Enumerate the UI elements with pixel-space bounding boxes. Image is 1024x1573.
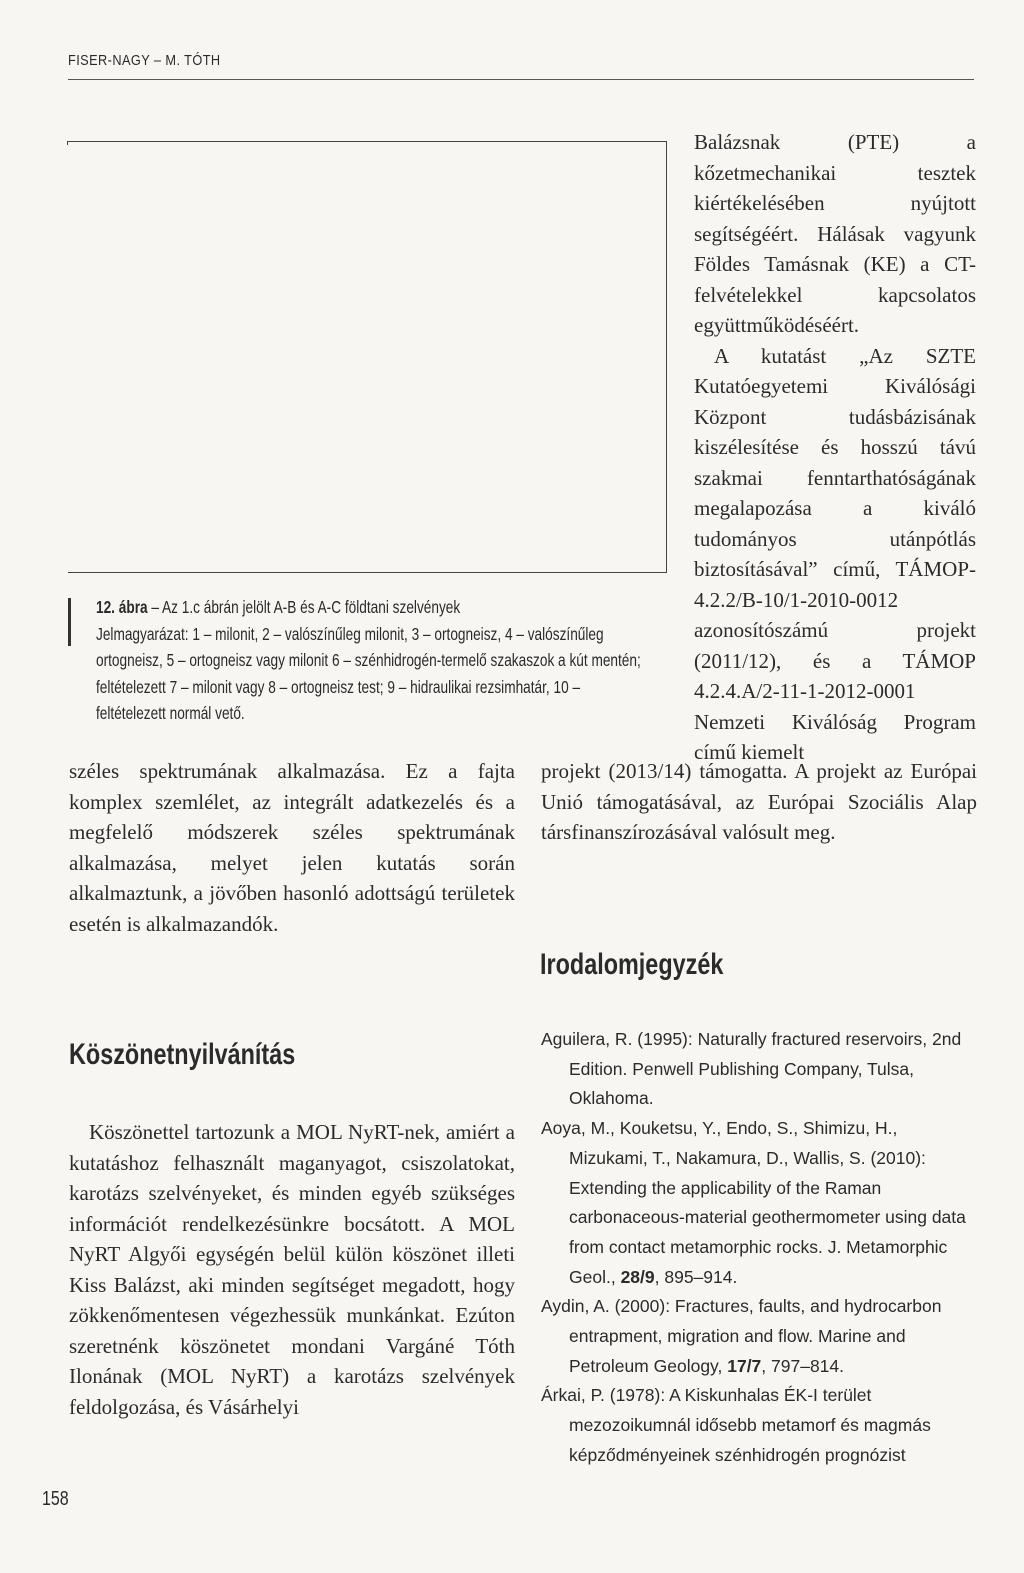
reference-text: Aydin, A. (2000): Fractures, faults, and hydrocarbon entrapment, migration and flow. Marine and Petroleum Geology, [541, 1296, 942, 1376]
reference-item [541, 1025, 978, 1114]
caption-title: 12. ábra [96, 597, 148, 617]
figure-frame [68, 141, 667, 573]
caption-legend: Jelmagyarázat: 1 – milonit, 2 – valószínűleg milonit, 3 – ortogneisz, 4 – valószínűleg ortogneisz, 5 – ortogneisz vagy milonit 6 – szénhidrogén-termelő szakaszok a kút mentén; feltételezett 7 – milonit vagy 8 – ortogneisz test; 9 – hidraulikai rezsimhatár, 10 – feltételezett normál vető. [96, 623, 641, 723]
paragraph-funding-cont: projekt (2013/14) támogatta. A projekt az Európai Unió támogatásával, az Európai Szociális Alap társfinanszírozásával valósult meg. [541, 759, 977, 844]
reference-item [541, 1114, 978, 1292]
reference-text: Árkai, P. (1978): A Kiskunhalas ÉK-I terület mezozoikumnál idősebb metamorf és magmás képződményeinek szénhidrogén prognózist [541, 1385, 931, 1465]
left-column-conclusion [69, 756, 515, 939]
right-column-mid [541, 756, 977, 848]
paragraph-conclusion: széles spektrumának alkalmazása. Ez a fajta komplex szemlélet, az integrált adatkezelés és a megfelelő módszerek széles spektrumának alkalmazása, melyet jelen kutatás során alkalmaztunk, a jövőben hasonló adottságú területek esetén is alkalmazandók. [69, 759, 515, 936]
caption-text: – Az 1.c ábrán jelölt A-B és A-C földtani szelvények [147, 597, 461, 617]
reference-item [541, 1292, 978, 1381]
reference-text: Aguilera, R. (1995): Naturally fractured reservoirs, 2nd Edition. Penwell Publishing Company, Tulsa, Oklahoma. [541, 1029, 962, 1109]
reference-pages: , 895–914. [654, 1266, 738, 1287]
reference-text: Aoya, M., Kouketsu, Y., Endo, S., Shimizu, H., Mizukami, T., Nakamura, D., Wallis, S. (2010): Extending the applicability of the Raman carbonaceous-material geothermometer using data from contact metamorphic rocks. J. Metamorphic Geol., [541, 1118, 966, 1287]
ack-section [69, 1117, 515, 1422]
ack-heading: Köszönetnyilvánítás [69, 1038, 296, 1071]
reference-pages: , 797–814. [761, 1355, 845, 1376]
paragraph-thanks-cont: Balázsnak (PTE) a kőzetmechanikai tesztek kiértékelésében nyújtott segítségéért. Hálásak vagyunk Földes Tamásnak (KE) a CT-felvételekkel kapcsolatos együttműködéséért. [694, 130, 976, 337]
reference-volume: 28/9 [620, 1266, 655, 1287]
paragraph-ack: Köszönettel tartozunk a MOL NyRT-nek, amiért a kutatáshoz felhasznált maganyagot, csiszolatokat, karotázs szelvényeket, és minden egyéb szükséges információt rendelkezésünkre bocsátott. A MOL NyRT Algyői egységén belül külön köszönet illeti Kiss Balázst, aki minden segítséget megadott, hogy zökkenőmentesen végezhessük munkánkat. Ezúton szeretnénk köszönetet mondani Vargáné Tóth Ilonának (MOL NyRT) a karotázs szelvények feldolgozása, és Vásárhelyi [69, 1120, 515, 1419]
references-heading: Irodalomjegyzék [540, 948, 724, 981]
paragraph-funding: A kutatást „Az SZTE Kutatóegyetemi Kiválósági Központ tudásbázisának kiszélesítése és hosszú távú szakmai fenntarthatóságának megalapozása a kiváló tudományos utánpótlás biztosításával” című, TÁMOP-4.2.2/B-10/1-2010-0012 azonosítószámú projekt (2011/12), és a TÁMOP 4.2.4.A/2-11-1-2012-0001 Nemzeti Kiválóság Program című kiemelt [694, 343, 976, 764]
right-column-top [694, 127, 976, 768]
caption-bar [68, 598, 71, 646]
reference-item [541, 1381, 978, 1470]
figure-frame-corner [67, 141, 68, 145]
running-head: FISER-NAGY – M. TÓTH [68, 52, 221, 69]
reference-list [541, 1025, 978, 1471]
reference-volume: 17/7 [727, 1355, 762, 1376]
figure-caption [96, 594, 647, 727]
header-rule [68, 79, 974, 80]
page-number: 158 [42, 1488, 69, 1510]
